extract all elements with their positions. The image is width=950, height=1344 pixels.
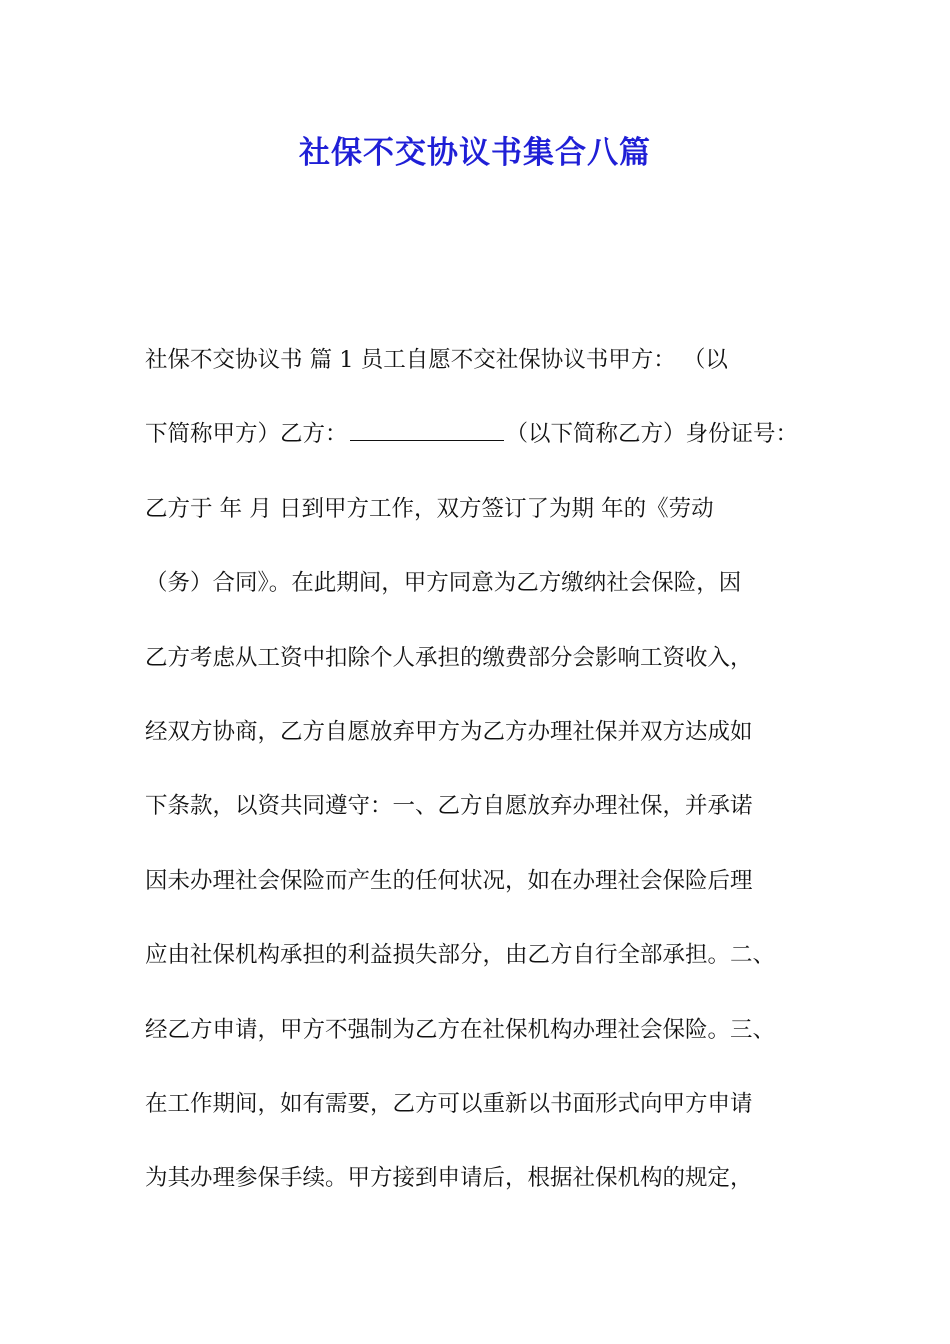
body-line-4: （务）合同》。在此期间，甲方同意为乙方缴纳社会保险，因 <box>145 570 742 597</box>
body-line-11: 在工作期间，如有需要，乙方可以重新以书面形式向甲方申请 <box>145 1090 753 1117</box>
body-line-1: 社保不交协议书 篇 1 员工自愿不交社保协议书甲方： （以 <box>145 347 728 373</box>
body-line-5: 乙方考虑从工资中扣除个人承担的缴费部分会影响工资收入， <box>145 644 753 671</box>
body-line-7: 下条款，以资共同遵守：一、乙方自愿放弃办理社保，并承诺 <box>145 793 753 820</box>
document-body <box>145 344 815 1237</box>
body-line-12: 为其办理参保手续。甲方接到申请后，根据社保机构的规定， <box>145 1165 753 1192</box>
body-line-2-end: （以下简称乙方）身份证号： <box>505 421 799 448</box>
body-line-2-start: 下简称甲方）乙方： <box>145 421 348 448</box>
body-line-10: 经乙方申请，甲方不强制为乙方在社保机构办理社会保险。三、 <box>145 1016 776 1043</box>
body-line-8: 因未办理社会保险而产生的任何状况，如在办理社会保险后理 <box>145 867 753 894</box>
body-line-9: 应由社保机构承担的利益损失部分，由乙方自行全部承担。二、 <box>145 942 776 969</box>
body-line-6: 经双方协商，乙方自愿放弃甲方为乙方办理社保并双方达成如 <box>145 718 753 745</box>
document-title: 社保不交协议书集合八篇 <box>299 135 651 171</box>
body-line-3: 乙方于 年 月 日到甲方工作，双方签订了为期 年的《劳动 <box>145 495 714 522</box>
fill-in-blank <box>350 420 504 441</box>
body-line-2 <box>145 418 815 492</box>
